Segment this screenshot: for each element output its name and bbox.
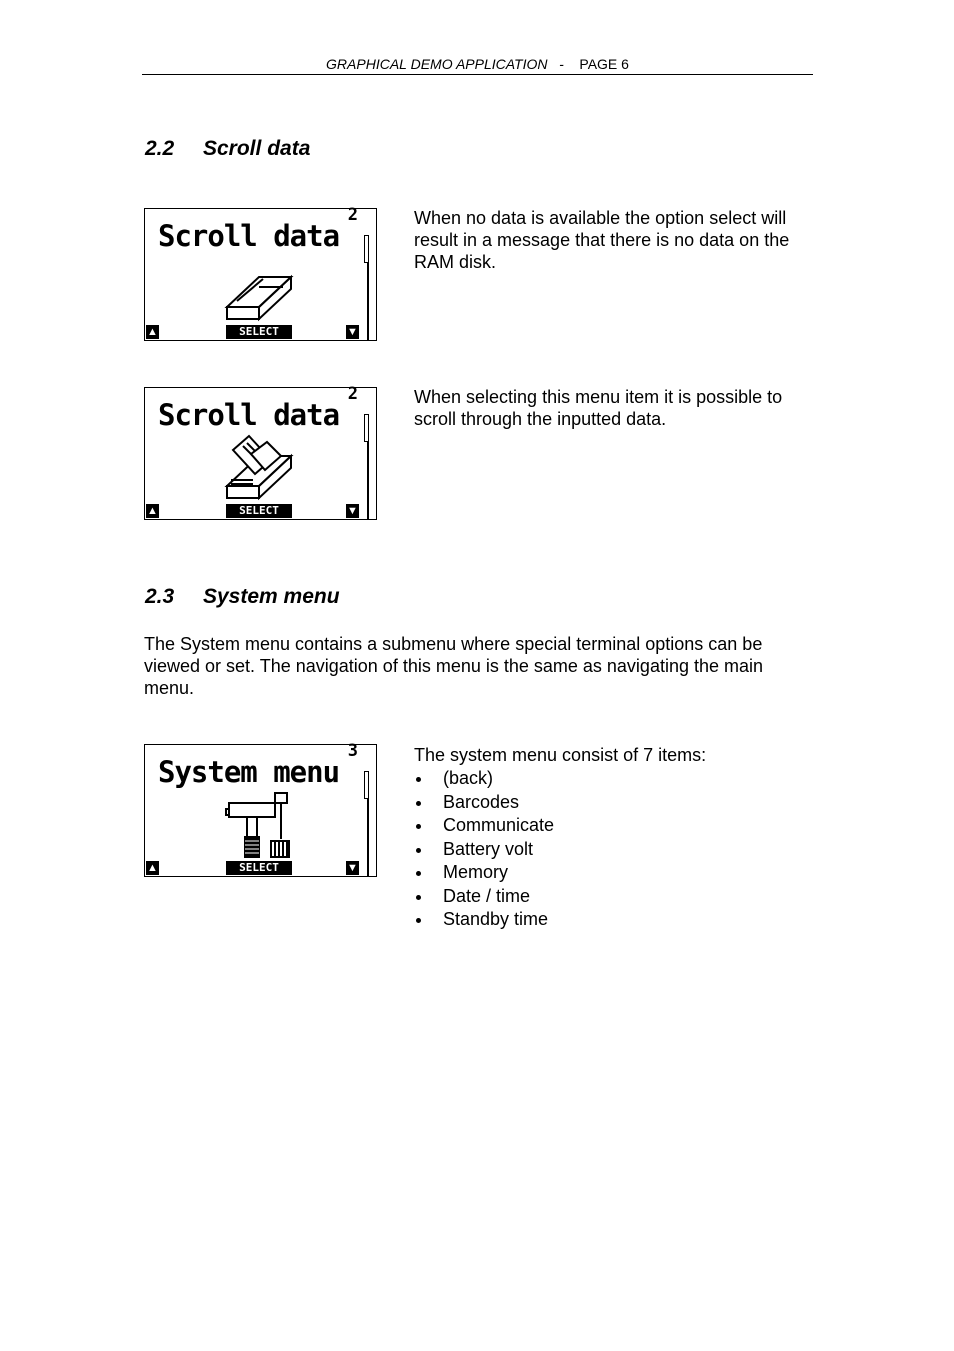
up-arrow-icon: ▲ (147, 505, 158, 517)
system-menu-items-list (414, 767, 814, 932)
section-heading-system-menu (145, 585, 340, 609)
system-menu-items-block (414, 744, 814, 932)
section-number: 2.3 (145, 585, 175, 608)
page-header (142, 56, 813, 75)
lcd-screen-scroll-data-documents (144, 384, 377, 520)
section-number: 2.2 (145, 137, 175, 160)
header-separator: - (559, 56, 564, 72)
up-arrow-icon: ▲ (147, 862, 158, 874)
tray-with-documents-icon (223, 432, 295, 502)
select-button: SELECT (226, 861, 292, 875)
lcd-scrollbar (367, 414, 372, 520)
hammer-and-tools-icon (225, 791, 295, 859)
lcd-scrollbar (367, 771, 372, 877)
lcd-page-number: 3 (347, 741, 358, 761)
down-arrow-icon: ▼ (347, 862, 358, 874)
lcd-title: System menu (158, 755, 340, 789)
empty-tray-icon (223, 273, 295, 323)
lcd-screen-scroll-data-empty (144, 205, 377, 341)
section-heading-scroll-data (145, 137, 310, 161)
lcd-title: Scroll data (158, 398, 340, 432)
list-item: Barcodes (414, 791, 814, 815)
list-item: Battery volt (414, 838, 814, 862)
lcd-scrollbar-thumb (364, 414, 368, 442)
section-title: Scroll data (203, 137, 311, 160)
list-item: Memory (414, 861, 814, 885)
header-page: PAGE 6 (579, 56, 629, 72)
lcd-page-number: 2 (347, 205, 358, 225)
lcd-page-number: 2 (347, 384, 358, 404)
lcd-scrollbar (367, 235, 372, 341)
screen-1-description: When no data is available the option select will result in a message that there is no data on the RAM disk. (414, 208, 790, 272)
lcd-scrollbar-thumb (364, 771, 368, 799)
lcd-scrollbar-thumb (364, 235, 368, 263)
up-arrow-icon: ▲ (147, 326, 158, 338)
list-item: (back) (414, 767, 814, 791)
down-arrow-icon: ▼ (347, 326, 358, 338)
select-button: SELECT (226, 325, 292, 339)
section-title: System menu (203, 585, 340, 608)
list-item: Date / time (414, 885, 814, 909)
lcd-title: Scroll data (158, 219, 340, 253)
list-item: Standby time (414, 908, 814, 932)
system-menu-intro: The System menu contains a submenu where special terminal options can be viewed or set. The navigation of this menu is the same as navigating the main menu. (144, 634, 764, 698)
select-button: SELECT (226, 504, 292, 518)
header-title: GRAPHICAL DEMO APPLICATION (326, 56, 548, 72)
system-menu-items-intro: The system menu consist of 7 items: (414, 745, 707, 765)
lcd-screen-system-menu (144, 741, 377, 877)
down-arrow-icon: ▼ (347, 505, 358, 517)
screen-2-description: When selecting this menu item it is possible to scroll through the inputted data. (414, 387, 783, 429)
list-item: Communicate (414, 814, 814, 838)
